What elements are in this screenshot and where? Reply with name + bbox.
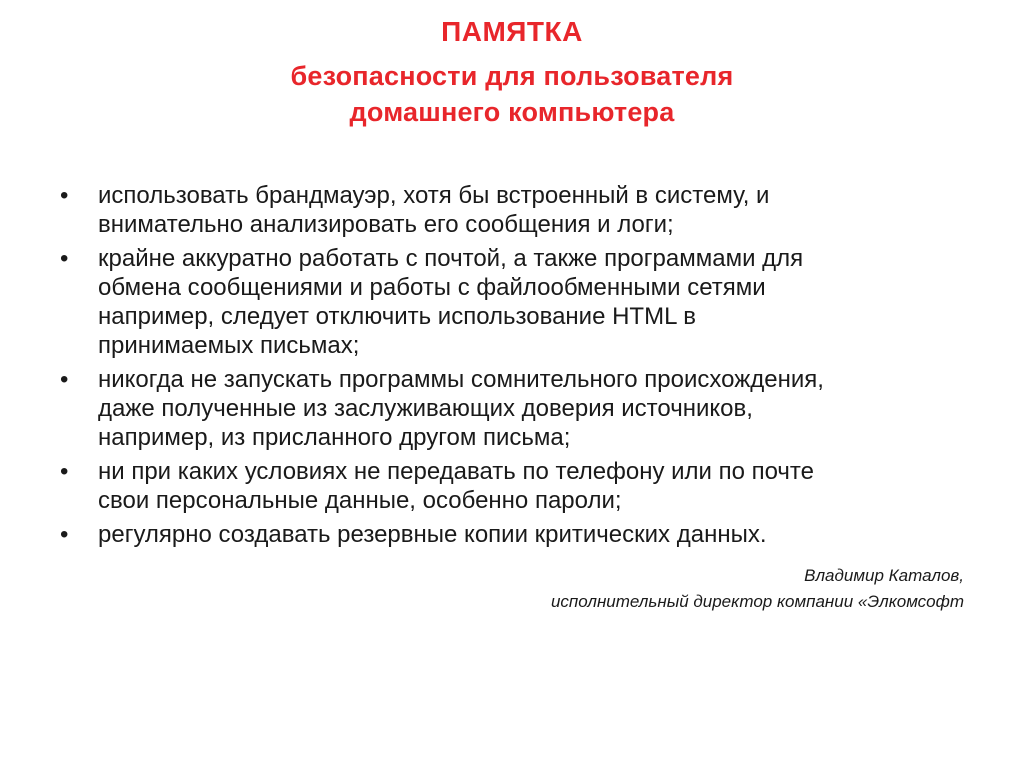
- bullet-text-line: крайне аккуратно работать с почтой, а также программами для: [98, 245, 804, 272]
- bullet-text-line: регулярно создавать резервные копии критических данных.: [98, 521, 767, 548]
- bullet-text-line: обмена сообщениями и работы с файлообменными сетями: [98, 274, 766, 301]
- signature-position: исполнительный директор компании «Элкомсофт: [550, 592, 964, 611]
- title-subtitle-line-1: безопасности для пользователя: [290, 61, 734, 91]
- bullet-item-email: [60, 244, 980, 360]
- bullet-marker: •: [60, 182, 69, 209]
- bullet-marker: •: [60, 245, 69, 272]
- signature-name: Владимир Каталов,: [804, 566, 964, 585]
- bullet-item-personal-data: [60, 457, 980, 515]
- bullet-text-line: например, следует отключить использование HTML в: [98, 303, 696, 330]
- bullet-text-line: использовать брандмауэр, хотя бы встроенный в систему, и: [98, 182, 770, 209]
- bullet-text-line: даже полученные из заслуживающих доверия источников,: [98, 395, 753, 422]
- bullet-text-line: принимаемых письмах;: [98, 332, 360, 359]
- bullet-marker: •: [60, 458, 69, 485]
- bullet-item-backup: [60, 520, 980, 549]
- title-subtitle-line-2: домашнего компьютера: [349, 97, 675, 127]
- bullet-item-firewall: [60, 181, 980, 239]
- bullet-text-line: внимательно анализировать его сообщения и логи;: [98, 211, 674, 238]
- bullet-list: [60, 181, 980, 554]
- title-main: ПАМЯТКА: [441, 16, 583, 47]
- bullet-marker: •: [60, 521, 69, 548]
- slide-title: [0, 14, 1024, 130]
- bullet-text-line: свои персональные данные, особенно пароли;: [98, 487, 622, 514]
- bullet-marker: •: [60, 366, 69, 393]
- signature: [551, 563, 964, 615]
- bullet-text-line: например, из присланного другом письма;: [98, 424, 571, 451]
- bullet-text-line: никогда не запускать программы сомнительного происхождения,: [98, 366, 824, 393]
- bullet-text-line: ни при каких условиях не передавать по телефону или по почте: [98, 458, 815, 485]
- bullet-item-programs: [60, 365, 980, 452]
